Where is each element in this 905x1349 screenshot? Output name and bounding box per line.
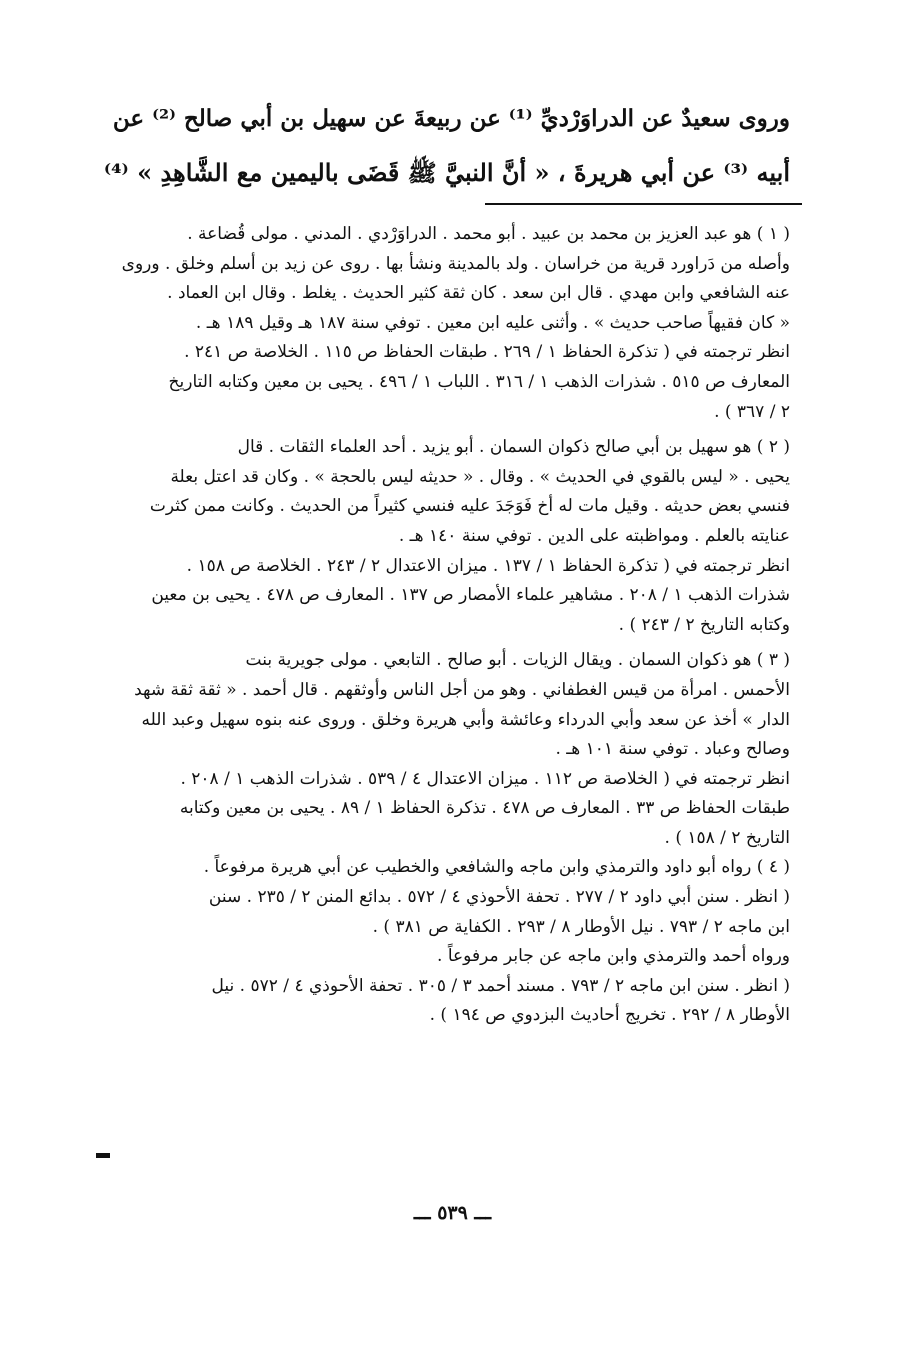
footnote-line: ( ٤ ) رواه أبو داود والترمذي وابن ماجه والشافعي والخطيب عن أبي هريرة مرفوعاً . <box>203 857 790 878</box>
footnote-line: ٢ / ٣٦٧ ) . <box>714 401 790 422</box>
footnote-line: وأصله من دَراورد قرية من خراسان . ولد بالمدينة ونشأ بها . روى عن زيد بن أسلم وخلق . وروى <box>121 253 790 274</box>
footnote-line: الأوطار ٨ / ٢٩٢ . تخريج أحاديث البزدوي ص ١٩٤ ) . <box>429 1005 790 1026</box>
footnote-line: انظر ترجمته في ( تذكرة الحفاظ ١ / ٢٦٩ . طبقات الحفاظ ص ١١٥ . الخلاصة ص ٢٤١ . <box>184 342 790 363</box>
main-text-line: وروى سعيدٌ عن الدراوَرْديِّ ⁽¹⁾ عن ربيعةَ عن سهيل بن أبي صالح ⁽²⁾ عن <box>112 105 790 132</box>
footnotes <box>100 220 790 1031</box>
footnote-line: ( انظر . سنن ابن ماجه ٢ / ٧٩٣ . مسند أحمد ٣ / ٣٠٥ . تحفة الأحوذي ٤ / ٥٧٢ . نيل <box>211 975 790 996</box>
footnote-line: عنايته بالعلم . ومواظبته على الدين . توفي سنة ١٤٠ هـ . <box>398 525 790 546</box>
footnote-3 <box>100 646 790 853</box>
footnote-line: انظر ترجمته في ( تذكرة الحفاظ ١ / ١٣٧ . ميزان الاعتدال ٢ / ٢٤٣ . الخلاصة ص ١٥٨ . <box>186 555 790 576</box>
footnote-line: يحيى . « ليس بالقوي في الحديث » . وقال . « حديثه ليس بالحجة » . وكان قد اعتل بعلة <box>170 466 790 487</box>
footnote-line: انظر ترجمته في ( الخلاصة ص ١١٢ . ميزان الاعتدال ٤ / ٥٣٩ . شذرات الذهب ١ / ٢٠٨ . <box>180 768 790 789</box>
footnote-line: ورواه أحمد والترمذي وابن ماجه عن جابر مرفوعاً . <box>437 946 790 967</box>
footnote-separator <box>485 203 802 205</box>
footnote-line: الدار » أخذ عن سعد وأبي الدرداء وعائشة وأبي هريرة وخلق . وروى عنه بنوه سهيل وعبد الله <box>141 709 790 730</box>
footnote-line: الأحمس . امرأة من قيس الغطفاني . وهو من أجل الناس وأوثقهم . قال أحمد . « ثقة ثقة شهد <box>134 679 790 700</box>
footnote-line: ( ٣ ) هو ذكوان السمان . ويقال الزيات . أبو صالح . التابعي . مولى جويرية بنت <box>245 650 790 671</box>
main-text <box>100 92 790 200</box>
page-number: ـــ ٥٣٩ ـــ <box>413 1202 492 1224</box>
main-text-line: أبيه ⁽³⁾ عن أبي هريرةَ ، « أنَّ النبيَّ ﷺ قَضَى باليمين مع الشَّاهِدِ » ⁽⁴⁾ <box>103 158 790 187</box>
footnote-line: المعارف ص ٥١٥ . شذرات الذهب ١ / ٣١٦ . اللباب ١ / ٤٩٦ . يحيى بن معين وكتابه التاريخ <box>168 371 790 392</box>
footnote-4 <box>100 853 790 1031</box>
footnote-2 <box>100 433 790 640</box>
footnote-line: ( ٢ ) هو سهيل بن أبي صالح ذكوان السمان . أبو يزيد . أحد العلماء الثقات . قال <box>237 437 790 458</box>
footnote-line: ( ١ ) هو عبد العزيز بن محمد بن عبيد . أبو محمد . الدراوَرْدي . المدني . مولى قُضاعة . <box>187 224 790 244</box>
margin-dash-mark <box>96 1153 110 1158</box>
footnote-line: فنسي بعض حديثه . وقيل مات له أخ فَوَجَدَ عليه فنسي كثيراً من الحديث . وكانت ممن كثرت <box>149 496 790 517</box>
footnote-line: ابن ماجه ٢ / ٧٩٣ . نيل الأوطار ٨ / ٢٩٣ . الكفاية ص ٣٨١ ) . <box>372 916 790 937</box>
footnote-line: وكتابه التاريخ ٢ / ٢٤٣ ) . <box>618 614 790 635</box>
footnote-line: ( انظر . سنن أبي داود ٢ / ٢٧٧ . تحفة الأحوذي ٤ / ٥٧٢ . بدائع المنن ٢ / ٢٣٥ . سنن <box>208 887 790 908</box>
footnote-line: التاريخ ٢ / ١٥٨ ) . <box>664 827 790 848</box>
footnote-line: شذرات الذهب ١ / ٢٠٨ . مشاهير علماء الأمصار ص ١٣٧ . المعارف ص ٤٧٨ . يحيى بن معين <box>151 585 790 606</box>
footnote-1 <box>100 220 790 427</box>
footnote-line: وصالح وعباد . توفي سنة ١٠١ هـ . <box>555 739 790 760</box>
footnote-line: عنه الشافعي وابن مهدي . قال ابن سعد . كان ثقة كثير الحديث . يغلط . وقال ابن العماد . <box>167 283 790 304</box>
footnote-line: « كان فقيهاً صاحب حديث » . وأثنى عليه ابن معين . توفي سنة ١٨٧ هـ وقيل ١٨٩ هـ . <box>195 312 790 333</box>
footnote-line: طبقات الحفاظ ص ٣٣ . المعارف ص ٤٧٨ . تذكرة الحفاظ ١ / ٨٩ . يحيى بن معين وكتابه <box>179 798 790 819</box>
